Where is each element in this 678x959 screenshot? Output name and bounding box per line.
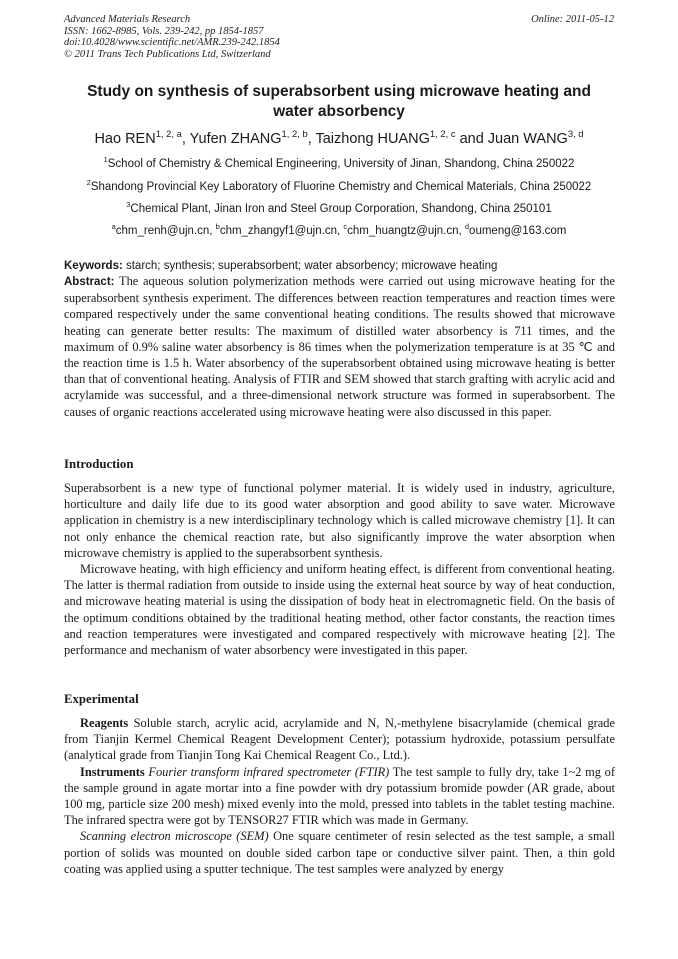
author-emails bbox=[20, 224, 658, 238]
author-list bbox=[40, 130, 638, 148]
ftir-text: The test sample to fully dry, take 1~2 mg of the sample ground in agate mortar into a fine powder with dry potassium bromide powder (AR grade, about 100 mg, particle size 200 mesh) mixed evenly into the mold, pressed into tablets in the tablet testing machine. The infrared spectra were got by TENSOR27 FTIR which was made in Germany. bbox=[64, 764, 615, 828]
author-separator: and bbox=[455, 131, 488, 147]
author-separator: , bbox=[307, 131, 316, 147]
affiliation-text: Chemical Plant, Jinan Iron and Steel Group Corporation, Shandong, China 250101 bbox=[130, 203, 552, 215]
author-name: Juan WANG bbox=[487, 131, 568, 147]
introduction-heading: Introduction bbox=[64, 457, 134, 471]
paper-title bbox=[60, 82, 618, 122]
email-address: chm_renh@ujn.cn, bbox=[115, 225, 216, 237]
author-name: Hao REN bbox=[94, 131, 156, 147]
affiliation-mark: 3 bbox=[126, 200, 131, 210]
author-name: Taizhong HUANG bbox=[315, 131, 430, 147]
introduction-body bbox=[64, 480, 615, 658]
affiliation-1 bbox=[20, 157, 658, 171]
author-name: Yufen ZHANG bbox=[189, 131, 282, 147]
affiliation-mark: 2 bbox=[86, 178, 91, 188]
affiliation-mark: 1 bbox=[103, 155, 108, 165]
keywords bbox=[64, 259, 616, 273]
author-separator: , bbox=[181, 131, 190, 147]
title-line-2: water absorbency bbox=[273, 103, 405, 120]
experimental-heading: Experimental bbox=[64, 692, 139, 706]
reagents-paragraph bbox=[64, 715, 615, 764]
affiliation-text: Shandong Provincial Key Laboratory of Fluorine Chemistry and Chemical Materials, China 250022 bbox=[90, 181, 592, 193]
abstract bbox=[64, 273, 615, 420]
reagents-text: Soluble starch, acrylic acid, acrylamide and N, N,-methylene bisacrylamide (chemical grade from Tianjin Kermel Chemical Reagent Development Center); potassium hydroxide, potassium persulfate (analytical grade from Tianjin Tong Kai Chemical Reagent Co., Ltd.). bbox=[64, 716, 615, 763]
author-affiliation-mark: 1, 2, c bbox=[429, 128, 456, 140]
email-address: chm_huangtz@ujn.cn, bbox=[347, 225, 465, 237]
journal-header bbox=[64, 14, 280, 60]
author-affiliation-mark: 1, 2, b bbox=[281, 128, 308, 140]
sem-label: Scanning electron microscope (SEM) bbox=[80, 829, 269, 844]
keywords-text: starch; synthesis; superabsorbent; water absorbency; microwave heating bbox=[122, 260, 498, 272]
sem-paragraph bbox=[64, 828, 615, 877]
email-mark: d bbox=[464, 222, 470, 232]
affiliation-text: School of Chemistry & Chemical Engineering, University of Jinan, Shandong, China 250022 bbox=[107, 158, 575, 170]
instruments-paragraph bbox=[64, 764, 615, 829]
introduction-paragraph-1: Superabsorbent is a new type of functional polymer material. It is widely used in industry, agriculture, horticulture and daily life due to its good water absorption and good ability to save water. Microwave application in chemistry is a new interdisciplinary technology which is called microwave chemistry [1]. It can not only enhance the chemical reaction rate, but also significantly improve the water absorption when microwave chemistry is applied to the superabsorbent synthesis. bbox=[64, 481, 615, 560]
email-mark: a bbox=[111, 222, 116, 232]
reagents-label: Reagents bbox=[80, 716, 129, 730]
email-mark: c bbox=[343, 222, 348, 232]
affiliation-3 bbox=[20, 202, 658, 216]
author-affiliation-mark: 1, 2, a bbox=[155, 128, 182, 140]
copyright-line: © 2011 Trans Tech Publications Ltd, Switzerland bbox=[64, 48, 271, 60]
email-address: chm_zhangyf1@ujn.cn, bbox=[219, 225, 344, 237]
online-date: Online: 2011-05-12 bbox=[531, 14, 614, 25]
experimental-body bbox=[64, 715, 615, 877]
issn-line: ISSN: 1662-8985, Vols. 239-242, pp 1854-1857 bbox=[64, 25, 264, 37]
email-mark: b bbox=[215, 222, 220, 232]
journal-name: Advanced Materials Research bbox=[64, 14, 191, 25]
author-affiliation-mark: 3, d bbox=[567, 128, 584, 140]
abstract-label: Abstract: bbox=[64, 276, 115, 288]
doi-line: doi:10.4028/www.scientific.net/AMR.239-242.1854 bbox=[64, 37, 280, 48]
title-line-1: Study on synthesis of superabsorbent using microwave heating and bbox=[87, 83, 591, 100]
affiliation-2 bbox=[20, 180, 658, 194]
ftir-label: Fourier transform infrared spectrometer (FTIR) bbox=[144, 764, 390, 779]
introduction-paragraph-2: Microwave heating, with high efficiency and uniform heating effect, is different from conventional heating. The latter is thermal radiation from outside to inside using the external heat source by way of heat conduction, and microwave heating material is using the dissipation of body heat in electromagnetic field. On the basis of the optimum conditions obtained by the traditional heating method, other factor constants, the reaction times and reaction temperatures were investigated and compared respectively with microwave heating [2]. The performance and mechanism of water absorbency were investigated in this paper. bbox=[64, 562, 615, 658]
abstract-text: The aqueous solution polymerization methods were carried out using microwave heating for the superabsorbent synthesis experiment. The differences between reaction temperatures and reaction times were compared respectively under the same conventional heating conditions. The results showed that microwave heating can generate better results: The maximum of distilled water absorbency is 711 times, and the maximum of 0.9% saline water absorbency is 86 times when the polymerization temperature is at 35 ℃ and the reaction time is 1.5 h. Water absorbency of the superabsorbent obtained using microwave heating is better than that of conventional heating. Analysis of FTIR and SEM showed that starch grafting with acrylic acid and acrylamide was successful, and a three-dimensional network structure was formed in superabsorbent. The causes of organic reactions accelerated using microwave heating were also discussed in this paper. bbox=[64, 274, 615, 419]
sem-text: One square centimeter of resin selected as the test sample, a small portion of solids was mounted on double sided carbon tape or conductive silver paint. Then, a thin gold coating was applied using a sputter technique. The test samples were analyzed by energy bbox=[64, 829, 615, 876]
email-address: oumeng@163.com bbox=[469, 225, 567, 237]
keywords-label: Keywords: bbox=[64, 260, 123, 272]
instruments-label: Instruments bbox=[80, 764, 145, 779]
